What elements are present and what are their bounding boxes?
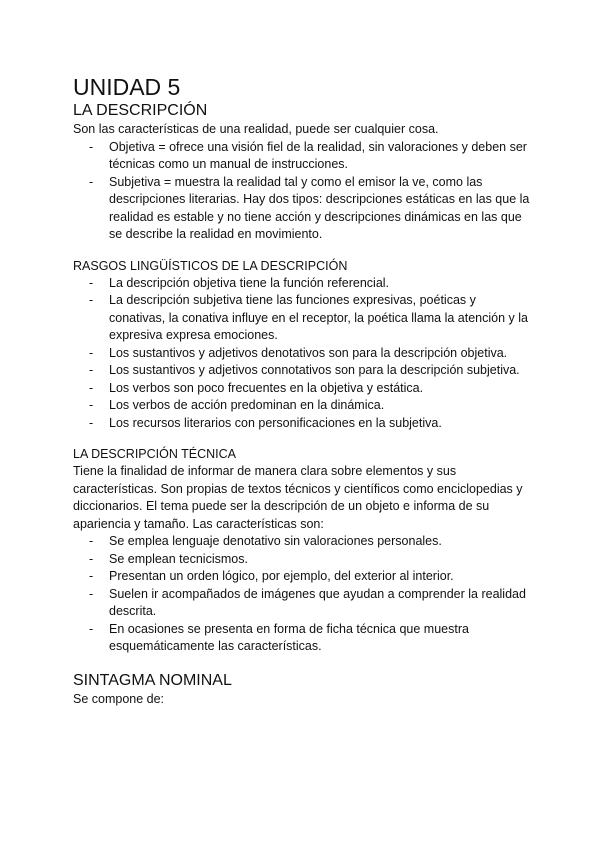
descripcion-list [73,139,533,244]
section-heading-sintagma: SINTAGMA NOMINAL [73,671,232,689]
list-item: - La descripción subjetiva tiene las funciones expresivas, poéticas y conativas, la conativa influye en el receptor, la poética llama la atención y la expresiva expresa emociones. [73,292,533,345]
page-title: UNIDAD 5 [73,74,181,100]
document-content [73,74,533,708]
list-item: - Los verbos de acción predominan en la dinámica. [73,397,533,415]
descripcion-intro: Son las características de una realidad, puede ser cualquier cosa. [73,122,439,136]
sintagma-intro: Se compone de: [73,691,165,706]
section-heading-descripcion: LA DESCRIPCIÓN [73,102,208,119]
list-item: - Se emplean tecnicismos. [73,551,533,569]
section-heading-tecnica: LA DESCRIPCIÓN TÉCNICA [73,447,237,461]
list-item: - Objetiva = ofrece una visión fiel de la realidad, sin valoraciones y deben ser técnicas como un manual de instrucciones. [73,139,533,174]
list-item: - Suelen ir acompañados de imágenes que ayudan a comprender la realidad descrita. [73,586,533,621]
list-item: - La descripción objetiva tiene la función referencial. [73,275,533,293]
list-item: - Los sustantivos y adjetivos connotativos son para la descripción subjetiva. [73,362,533,380]
list-item: - Se emplea lenguaje denotativo sin valoraciones personales. [73,533,533,551]
list-item: - Los verbos son poco frecuentes en la objetiva y estática. [73,380,533,398]
list-item: - En ocasiones se presenta en forma de ficha técnica que muestra esquemáticamente las características. [73,621,533,656]
list-item: - Presentan un orden lógico, por ejemplo, del exterior al interior. [73,568,533,586]
tecnica-intro: Tiene la finalidad de informar de manera clara sobre elementos y sus características. Son propias de textos técnicos y científicos como enciclopedias y diccionarios. El tema puede ser la descripción de un objeto e informa de su apariencia y tamaño. Las características son: [73,464,523,531]
list-item: - Subjetiva = muestra la realidad tal y como el emisor la ve, como las descripciones literarias. Hay dos tipos: descripciones estáticas en las que la realidad es estable y no tiene acción y descripciones dinámicas en las que se describe la realidad en movimiento. [73,174,533,244]
tecnica-list [73,533,533,656]
list-item: - Los sustantivos y adjetivos denotativos son para la descripción objetiva. [73,345,533,363]
rasgos-list [73,275,533,433]
list-item: - Los recursos literarios con personificaciones en la subjetiva. [73,415,533,433]
section-heading-rasgos: RASGOS LINGÜÍSTICOS DE LA DESCRIPCIÓN [73,258,348,273]
